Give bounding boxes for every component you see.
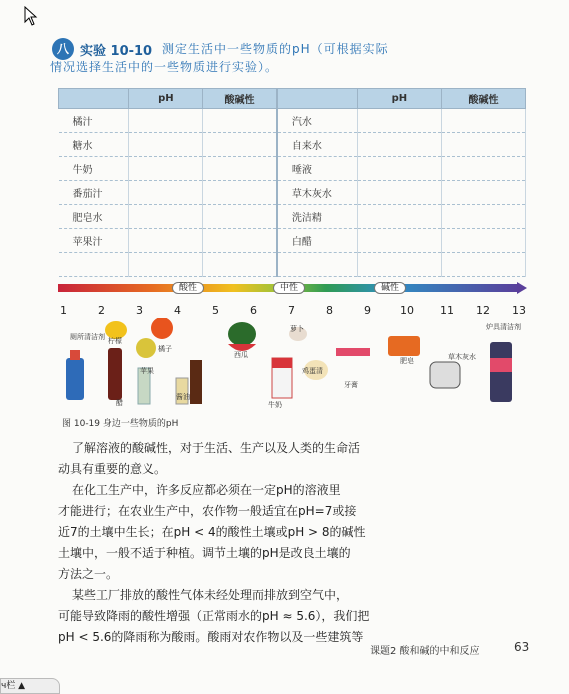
photo-label: 草木灰水 <box>448 353 476 361</box>
watermelon-icon <box>228 322 256 346</box>
photo-label: 西瓜 <box>234 351 248 359</box>
neutral-label: 中性 <box>273 282 305 294</box>
photo-label: 醋 <box>116 399 123 407</box>
paragraph-line: 在化工生产中，许多反应都必须在一定pH的溶液里 <box>72 483 341 497</box>
paragraph-line: 可能导致降雨的酸性增强（正常雨水的pH ≈ 5.6），我们把 <box>58 609 370 623</box>
paragraph-line: 了解溶液的酸碱性，对于生活、生产以及人类的生命活 <box>72 441 361 455</box>
paragraph-line: 才能进行；在农业生产中，农作物一般适宜在pH=7或接 <box>58 504 357 518</box>
photo-label: 厕所清洁剂 <box>70 333 105 341</box>
table-cell: 洗洁精 <box>277 205 357 229</box>
photo-label: 萝卜 <box>290 325 304 333</box>
table-header: pH <box>357 89 441 109</box>
page-number: 63 <box>514 640 530 654</box>
ph-tick-label: 7 <box>288 304 295 317</box>
figure-caption: 图 10-19 身边一些物质的pH <box>62 419 179 429</box>
ph-tick-label: 12 <box>476 304 490 317</box>
soap-icon <box>388 336 420 356</box>
soy-sauce-bottle-icon <box>190 360 202 404</box>
ph-tick-label: 8 <box>326 304 333 317</box>
table-header <box>59 89 129 109</box>
photo-label: 鸡蛋清 <box>302 367 323 375</box>
table-header: pH <box>129 89 203 109</box>
table-cell: 白醋 <box>277 229 357 253</box>
ph-tick-label: 4 <box>174 304 181 317</box>
table-cell: 草木灰水 <box>277 181 357 205</box>
ph-tick-label: 5 <box>212 304 219 317</box>
table-header-row <box>59 89 526 109</box>
photo-label: 酱油 <box>176 393 190 401</box>
table-row <box>59 229 526 253</box>
apple-icon <box>136 338 156 358</box>
table-row <box>59 133 526 157</box>
corner-tab[interactable]: ч栏 ▲ <box>0 678 60 694</box>
ph-tick-label: 13 <box>512 304 526 317</box>
toilet-cleaner-bottle-icon <box>66 358 84 400</box>
ph-tick-label: 10 <box>400 304 414 317</box>
table-cell: 橘汁 <box>59 109 129 133</box>
photo-label: 炉具清洁剂 <box>486 323 521 331</box>
paragraph-line: 动具有重要的意义。 <box>58 462 167 476</box>
paragraph-line: 近7的土壤中生长；在pH < 4的酸性土壤或pH > 8的碱性 <box>58 525 366 539</box>
table-cell: 自来水 <box>277 133 357 157</box>
table-cell: 糖水 <box>59 133 129 157</box>
ph-tick-label: 11 <box>440 304 454 317</box>
table-cell: 唾液 <box>277 157 357 181</box>
table-cell: 番茄汁 <box>59 181 129 205</box>
table-cell: 肥皂水 <box>59 205 129 229</box>
photo-label: 牙膏 <box>344 381 358 389</box>
paragraph-line: pH < 5.6的降雨称为酸雨。酸雨对农作物以及一些建筑等 <box>58 630 364 644</box>
orange-icon <box>151 318 173 339</box>
table-row <box>59 181 526 205</box>
ph-tick-label: 3 <box>136 304 143 317</box>
table-header: 酸碱性 <box>442 89 526 109</box>
paragraph-line: 方法之一。 <box>58 567 119 581</box>
paragraph-line: 某些工厂排放的酸性气体未经处理而排放到空气中， <box>72 588 349 602</box>
ph-record-table <box>58 88 526 277</box>
photo-label: 柠檬 <box>108 337 122 345</box>
experiment-desc-line1: 测定生活中一些物质的pH（可根据实际 <box>162 42 389 56</box>
ph-tick-label: 2 <box>98 304 105 317</box>
table-cell: 苹果汁 <box>59 229 129 253</box>
photo-label: 肥皂 <box>400 357 414 365</box>
photo-label: 牛奶 <box>268 401 282 409</box>
table-row <box>59 253 526 277</box>
paragraph-line: 土壤中，一般不适于种植。调节土壤的pH是改良土壤的 <box>58 546 351 560</box>
experiment-badge: 八 <box>52 38 74 60</box>
ph-tick-label: 6 <box>250 304 257 317</box>
vinegar-bottle-icon <box>108 348 122 400</box>
table-row <box>59 109 526 133</box>
experiment-desc-line2: 情况选择生活中的一些物质进行实验）。 <box>50 60 279 74</box>
table-cell: 牛奶 <box>59 157 129 181</box>
arrow-right-icon <box>517 282 527 294</box>
page-footer: 课题2 酸和碱的中和反应 <box>370 646 480 657</box>
ph-tick-label: 1 <box>60 304 67 317</box>
experiment-number: 实验 10-10 <box>80 44 153 59</box>
base-label: 碱性 <box>374 282 406 294</box>
ash-water-jar-icon <box>430 362 460 388</box>
ph-tick-label: 9 <box>364 304 371 317</box>
table-row <box>59 205 526 229</box>
photo-label: 橘子 <box>158 345 172 353</box>
table-row <box>59 157 526 181</box>
table-cell <box>59 253 129 277</box>
table-cell <box>277 253 357 277</box>
toothpaste-icon <box>336 348 370 356</box>
table-header <box>277 89 357 109</box>
table-header: 酸碱性 <box>203 89 277 109</box>
photo-label: 苹果 <box>140 367 154 375</box>
acid-label: 酸性 <box>172 282 204 294</box>
mouse-cursor-icon <box>24 6 38 26</box>
table-cell: 汽水 <box>277 109 357 133</box>
